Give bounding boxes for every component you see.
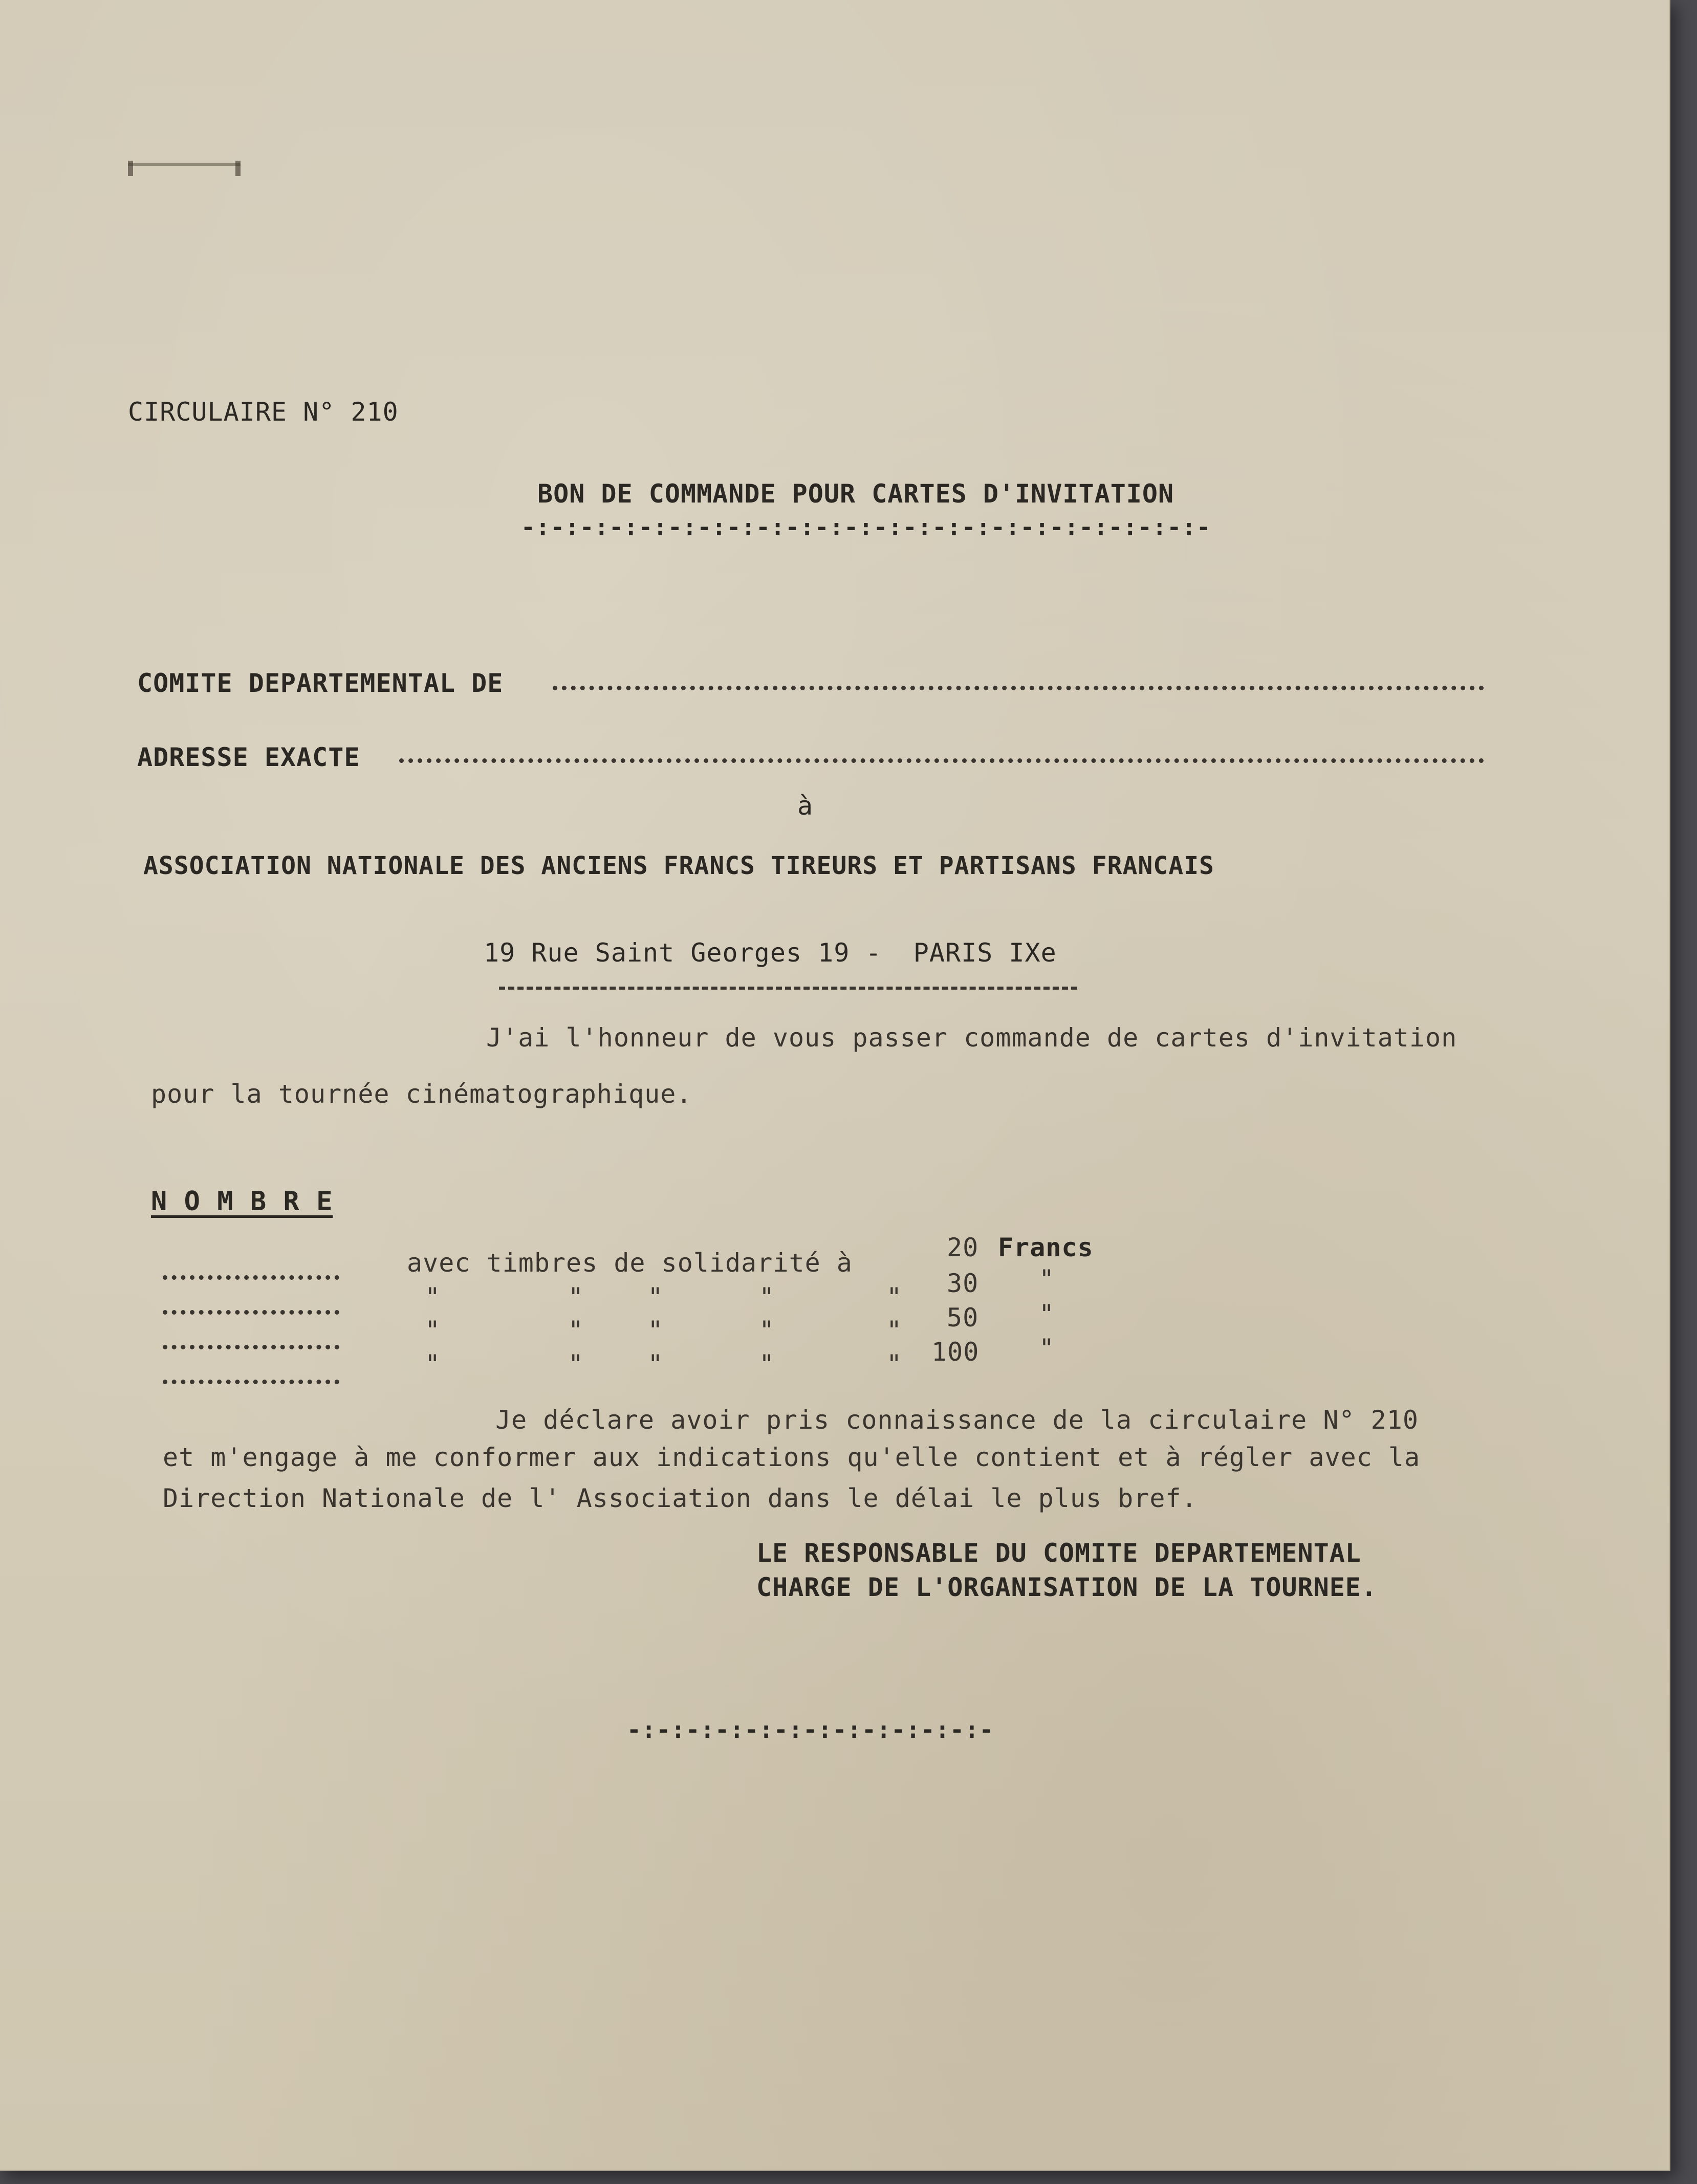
declaration-line-2: et m'engage à me conformer aux indications qu'elle contient et à régler avec la [163, 1443, 1421, 1472]
nombre-heading: N O M B R E [151, 1186, 333, 1217]
request-line-1: J'ai l'honneur de vous passer commande de cartes d'invitation [486, 1023, 1457, 1053]
quantity-fill-line[interactable] [163, 1310, 339, 1315]
request-line-2: pour la tournée cinématographique. [151, 1079, 692, 1109]
order-row-text: " " " " " [425, 1349, 903, 1379]
declaration-line-1: Je déclare avoir pris connaissance de la circulaire N° 210 [495, 1405, 1419, 1435]
adresse-fill-line[interactable] [399, 758, 1484, 763]
recipient-name: ASSOCIATION NATIONALE DES ANCIENS FRANCS TIREURS ET PARTISANS FRANCAIS [143, 851, 1214, 880]
staple-mark [128, 163, 241, 184]
quantity-fill-line[interactable] [163, 1275, 339, 1280]
document-title: BON DE COMMANDE POUR CARTES D'INVITATION [537, 479, 1174, 509]
recipient-address: 19 Rue Saint Georges 19 - PARIS IXe [484, 938, 1057, 968]
order-row-amount: 30 [947, 1269, 979, 1298]
order-row-unit: " [1039, 1334, 1055, 1363]
order-row-unit: " [1039, 1299, 1055, 1329]
to-word: à [797, 791, 814, 821]
quantity-fill-line[interactable] [163, 1345, 339, 1349]
order-row-amount: 100 [931, 1337, 980, 1367]
order-row-amount: 50 [947, 1303, 979, 1333]
comite-label: COMITE DEPARTEMENTAL DE [137, 668, 504, 698]
signature-line-1: LE RESPONSABLE DU COMITE DEPARTEMENTAL [756, 1538, 1361, 1568]
order-row-text: " " " " " [425, 1316, 903, 1345]
declaration-line-3: Direction Nationale de l' Association dans le délai le plus bref. [163, 1483, 1198, 1513]
order-row-amount: 20 [947, 1233, 979, 1262]
order-row-unit: Francs [998, 1233, 1094, 1262]
order-row-text: " " " " " [425, 1282, 903, 1312]
title-rule: -:-:-:-:-:-:-:-:-:-:-:-:-:-:-:-:-:-:-:-:-:-:-:- [521, 513, 1211, 541]
address-rule [499, 987, 1077, 990]
signature-line-2: CHARGE DE L'ORGANISATION DE LA TOURNEE. [756, 1573, 1377, 1602]
circular-number: CIRCULAIRE N° 210 [128, 397, 399, 427]
order-row-unit: " [1039, 1264, 1055, 1294]
order-row-text: avec timbres de solidarité à [407, 1248, 853, 1278]
footer-rule: -:-:-:-:-:-:-:-:-:-:-:-:- [627, 1716, 994, 1743]
quantity-fill-line[interactable] [163, 1380, 339, 1384]
adresse-label: ADRESSE EXACTE [137, 742, 360, 772]
comite-fill-line[interactable] [553, 686, 1484, 690]
